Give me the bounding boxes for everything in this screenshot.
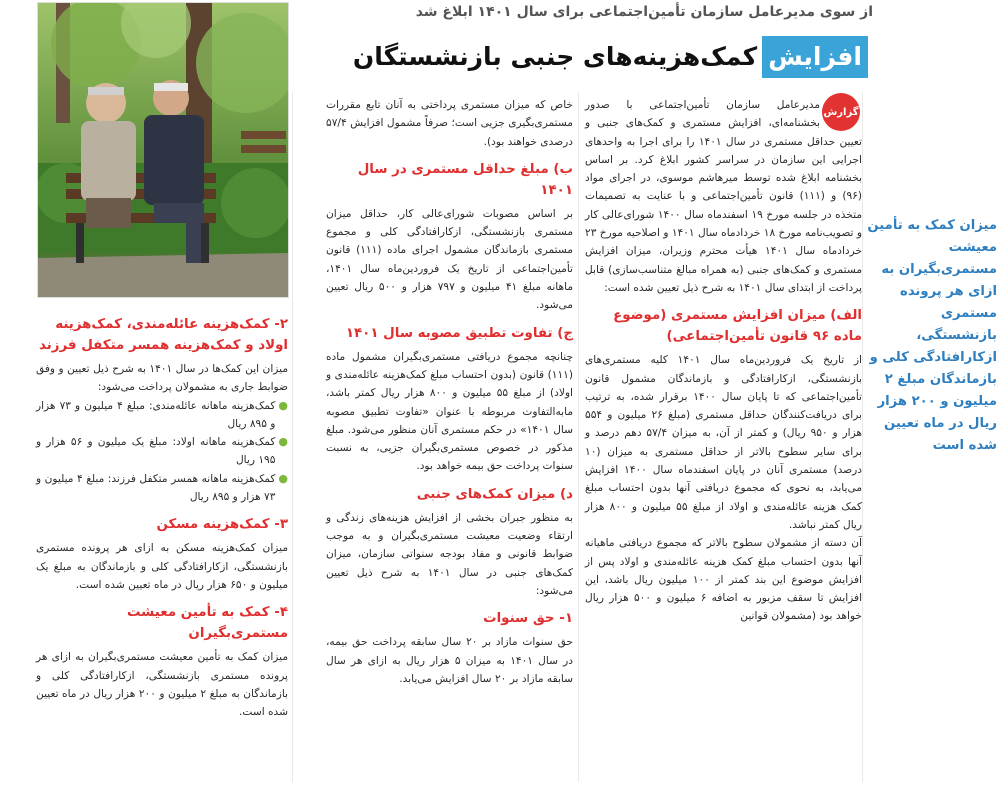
section-4-body: میزان کمک به تأمین معیشت مستمری‌بگیران به ازای هر پرونده مستمری بازنشستگی، ازکارافتادگی کلی و بازماندگان به مبلغ ۲ میلیون و ۲۰۰ هزار ریال در ماه تعیین شده است. (36, 651, 288, 719)
list-item-text: کمک‌هزینه ماهانه عائله‌مندی: مبلغ ۴ میلیون و ۷۳ هزار و ۸۹۵ ریال (36, 399, 276, 430)
list-item-text: کمک‌هزینه ماهانه همسر متکفل فرزند: مبلغ ۴ میلیون و ۷۳ هزار و ۸۹۵ ریال (36, 472, 276, 504)
article-column-1 (585, 96, 862, 626)
bullet-dot-icon: ● (278, 471, 288, 485)
column-divider (292, 92, 293, 782)
section-c-body: چنانچه مجموع دریافتی مستمری‌بگیران مشمول ماده (۱۱۱) قانون (بدون احتساب مبلغ کمک‌هزینه عائله‌مندی و اولاد) از مبلغ ۵۵ میلیون و ۸۰۰ هزار ریال کمتر باشد، مابه‌التفاوت مربوطه با عنوان «تفاوت تطبیق مصوبه سال ۱۴۰۱» در حکم مستمری آنان منظور می‌شود. مبلغ مذکور در خصوص مستمری‌بگیران جزیی، به نسبت سنوات پرداخت حق بیمه خواهد بود. (326, 350, 573, 473)
badge-spacer (820, 96, 862, 130)
column-divider (578, 92, 579, 782)
section-d-title: د) میزان کمک‌های جنبی (416, 486, 573, 502)
report-badge: گزارش (822, 93, 860, 131)
section-c-title: ج) تفاوت تطبیق مصوبه سال ۱۴۰۱ (345, 325, 573, 341)
list-item-text: کمک‌هزینه ماهانه اولاد: مبلغ یک میلیون و ۵۶ هزار و ۱۹۵ ریال (36, 436, 276, 467)
article-column-3 (36, 314, 288, 721)
section-a-body: از تاریخ یک فروردین‌ماه سال ۱۴۰۱ کلیه مستمری‌های بازنشستگی، ازکارافتادگی و بازماندگان مشمول قانون تأمین‌اجتماعی که تا پایان سال ۱۴۰۰ برقرار شده، به ترتیب برای دریافت‌کنندگان حداقل مستمری (مبلغ ۲۶ میلیون و ۵۵۴ هزار و ۹۵۰ ریال) و کمتر از آن، به میزان ۵۷/۴ دهم درصد و برای سایر سطوح بالاتر از حداقل مستمری به میزان (۱۰ درصد) مستمری آنان در پایان اسفندماه سال ۱۴۰۰ افزایش می‌یابد، به نحوی که مجموع دریافتی آنها بدون احتساب مبلغ کمک هزینه عائله‌مندی و اولاد از مبلغ ۵۵ میلیون و ۸۰۰ هزار ریال کمتر نباشد. (585, 354, 863, 531)
section-1-body: حق سنوات مازاد بر ۲۰ سال سابقه پرداخت حق بیمه، در سال ۱۴۰۱ به میزان ۵ هزار ریال به ازای هر سال سابقه مازاد بر ۲۰ سال افزایش می‌یابد. (326, 636, 574, 685)
section-d-body: به منظور جبران بخشی از افزایش هزینه‌های زندگی و ارتقاء وضعیت معیشت مستمری‌بگیران و به موجب ضوابط قانونی و مفاد بودجه سنواتی سازمان، میزان کمک‌های جنبی در سال ۱۴۰۱ به شرح ذیل تعیین می‌شود: (326, 511, 573, 597)
section-1-title: ۱- حق سنوات (483, 611, 573, 627)
pullquote: میزان کمک به تأمین معیشت مستمری‌بگیران به ازای هر پرونده مستمری بازنشستگی، ازکارافتادگی کلی و بازماندگان مبلغ ۲ میلیون و ۲۰۰ هزار ریال در ماه تعیین شده است (867, 218, 997, 453)
section-2-title: ۲- کمک‌هزینه عائله‌مندی، کمک‌هزینه اولاد و کمک‌هزینه همسر متکفل فرزند (38, 317, 288, 353)
headline-text: کمک‌هزینه‌های جنبی بازنشستگان (352, 42, 758, 71)
list-item (36, 397, 288, 434)
headline (268, 36, 868, 84)
section-2-body: میزان این کمک‌ها در سال ۱۴۰۱ به شرح ذیل تعیین و وفق ضوابط جاری به مشمولان پرداخت می‌شود: (36, 363, 288, 394)
section-a-body-2: آن دسته از مشمولان سطوح بالاتر که مجموع دریافتی ماهیانه آنها بدون احتساب مبلغ کمک هزینه عائله‌مندی و اولاد پس از افزایش موضوع این بند کمتر از ۱۰۰ میلیون ریال باشد، این افزایش تا سقف مزبور به اضافه ۶ میلیون و ۵۰۰ هزار ریال خواهد بود (مشمولان قوانین (585, 537, 863, 623)
section-a-title: الف) میزان افزایش مستمری (موضوع ماده ۹۶ قانون تأمین‌اجتماعی) (613, 308, 862, 345)
bullet-dot-icon: ● (278, 435, 288, 449)
section-3-body: میزان کمک‌هزینه مسکن به ازای هر پرونده مستمری بازنشستگی، ازکارافتادگی کلی و بازماندگان به مبلغ یک میلیون و ۶۵۰ هزار ریال در ماه تعیین شده است. (36, 542, 288, 591)
headline-highlight: افزایش (762, 36, 868, 78)
col2-top-text: خاص که میزان مستمری پرداختی به آنان تابع مقررات مستمری‌بگیری جزیی است؛ صرفاً مشمول افزایش ۵۷/۴ درصدی خواهند بود). (326, 99, 573, 148)
section-3-title: ۳- کمک‌هزینه مسکن (156, 517, 288, 533)
list-item (36, 470, 288, 507)
bullet-dot-icon: ● (278, 398, 288, 412)
section-b-title: ب) مبلغ حداقل مستمری در سال ۱۴۰۱ (357, 161, 573, 198)
article-photo (37, 2, 289, 298)
section-b-body: بر اساس مصوبات شورای‌عالی کار، حداقل میزان مستمری بازنشستگی، ازکارافتادگی کلی و مجموع مستمری بازماندگان مشمول اجرای ماده (۱۱۱) قانون تأمین‌اجتماعی از تاریخ یک فروردین‌ماه سال ۱۴۰۱، ماهانه مبلغ ۴۱ میلیون و ۷۹۷ هزار و ۵۰۰ ریال تعیین می‌شود. (326, 207, 573, 312)
list-item (36, 433, 288, 470)
kicker: از سوی مدیرعامل سازمان تأمین‌اجتماعی برای سال ۱۴۰۱ ابلاغ شد (415, 4, 873, 20)
intro-paragraph: مدیرعامل سازمان تأمین‌اجتماعی با صدور بخشنامه‌ای، افزایش مستمری و کمک‌های جنبی و تعیین حداقل مستمری در سال ۱۴۰۱ را برای اجرا به واحدهای اجرایی این سازمان در سراسر کشور ابلاغ کرد. بر اساس بخشنامه ابلاغ شده توسط میرهاشم موسوی، در اجرای مواد (۹۶) و (۱۱۱) قانون تأمین‌اجتماعی و با عنایت به تصمیمات متخذه در جلسه مورخ ۱۹ اسفندماه سال ۱۴۰۰ شورای‌عالی کار و تصویب‌نامه مورخ ۱۸ خردادماه سال ۱۴۰۱ و اصلاحیه مورخ ۲۳ خردادماه سال ۱۴۰۱ هیأت محترم وزیران، میزان افزایش مستمری و کمک‌های جنبی (به همراه مبالغ متناسب‌سازی) قابل پرداخت از ابتدای سال ۱۴۰۱ به شرح ذیل تعیین شده است: (585, 99, 863, 294)
section-4-title: ۴- کمک به تأمین معیشت مستمری‌بگیران (127, 605, 288, 642)
article-column-2 (326, 96, 573, 688)
column-divider (862, 92, 863, 782)
